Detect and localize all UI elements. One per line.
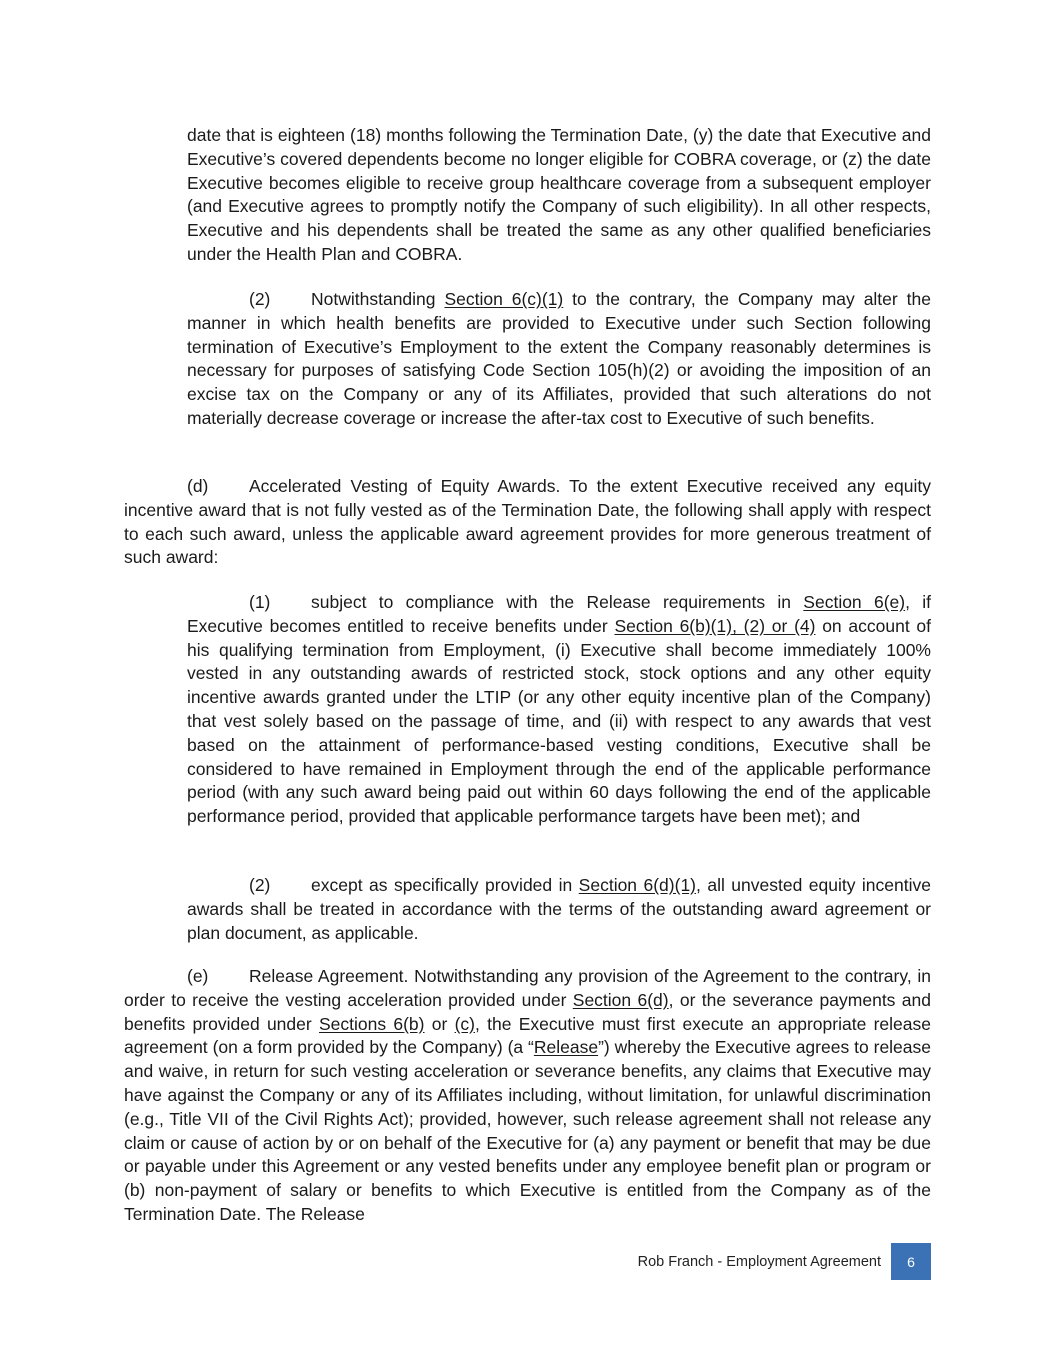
paragraph-text: Accelerated Vesting of Equity Awards. To the extent Executive received any equity incentive award that is not fully vested as of the Termination Date, the following shall apply with respect to each such award, unless the applicable award agreement provides for more generous treatment of such award: [124, 476, 931, 568]
section-reference: Section 6(b)(1), (2) or (4) [614, 615, 816, 636]
paragraph-number: (d) [187, 476, 209, 496]
paragraph-text: , or the severance payments and benefits provided under [124, 989, 931, 1034]
paragraph-cobra-continuation [187, 124, 931, 267]
paragraph-6e [124, 965, 931, 1227]
paragraph-number: (e) [187, 966, 209, 986]
paragraph-text: , if Executive becomes entitled to receive benefits under [187, 592, 931, 636]
paragraph-6d1 [187, 591, 931, 829]
paragraph-text: , all unvested equity incentive awards shall be treated in accordance with the terms of the outstanding award agreement or plan document, as applicable. [187, 875, 931, 943]
section-reference: (c) [454, 1013, 475, 1034]
paragraph-number: (2) [249, 875, 271, 895]
section-reference: Section 6(d)(1) [578, 875, 697, 895]
footer-title: Rob Franch - Employment Agreement [637, 1253, 881, 1270]
page-number-badge [891, 1243, 931, 1280]
paragraph-number: (1) [249, 592, 271, 612]
section-reference: Section 6(e) [803, 592, 906, 612]
paragraph-text: date that is eighteen (18) months following the Termination Date, (y) the date that Executive and Executive’s covered dependents become no longer eligible for COBRA coverage, or (z) the date Executive becomes eligible to receive group healthcare coverage from a subsequent employer (and Executive agrees to promptly notify the Company of such eligibility). In all other respects, Executive and his dependents shall be treated the same as any other qualified beneficiaries under the Health Plan and COBRA. [187, 125, 931, 264]
section-reference: Section 6(d) [572, 989, 669, 1010]
paragraph-text: to the contrary, the Company may alter the manner in which health benefits are provided to Executive under such Section following termination of Executive’s Employment to the extent the Company reasonably determines is necessary for purposes of satisfying Code Section 105(h)(2) or avoiding the imposition of an excise tax on the Company or any of its Affiliates, provided that such alterations do not materially decrease coverage or increase the after-tax cost to Executive of such benefits. [187, 289, 931, 428]
paragraph-text: , the Executive must first execute an appropriate release agreement (on a form provided by the Company) (a “ [124, 1013, 931, 1058]
paragraph-text: Release Agreement. Notwithstanding any provision of the Agreement to the contrary, in order to receive the vesting acceleration provided under [124, 966, 931, 1010]
page-footer [638, 1243, 931, 1280]
section-reference: Section 6(c)(1) [444, 289, 564, 309]
paragraph-6c2 [187, 288, 931, 431]
page-number: 6 [907, 1253, 915, 1270]
paragraph-text: or [424, 1013, 455, 1034]
paragraph-6d2 [187, 874, 931, 945]
paragraph-text: on account of his qualifying termination from Employment, (i) Executive shall become immediately 100% vested in any outstanding awards of restricted stock, stock options and any other equity incentive awards granted under the LTIP (or any other equity incentive plan of the Company) that vest solely based on the passage of time, and (ii) with respect to any awards that vest based on the attainment of performance-based vesting conditions, Executive shall be considered to have remained in Employment through the end of the applicable performance period (with any such award being paid out within 60 days following the end of the applicable performance period, provided that applicable performance targets have been met); and [187, 615, 932, 827]
section-reference: Sections 6(b) [318, 1013, 425, 1034]
paragraph-6d [124, 475, 931, 570]
paragraph-text: except as specifically provided in [311, 875, 579, 895]
paragraph-text: Notwithstanding [311, 289, 445, 309]
paragraph-text: ”) whereby the Executive agrees to release and waive, in return for such vesting acceleration or severance benefits, any claims that Executive may have against the Company or any of its Affiliates including, without limitation, for unlawful discrimination (e.g., Title VII of the Civil Rights Act); provided, however, such release agreement shall not release any claim or cause of action by or on behalf of the Executive for (a) any payment or benefit that may be due or payable under this Agreement or any vested benefits under any employee benefit plan or program or (b) non-payment of salary or benefits to which Executive is entitled from the Company as of the Termination Date. The Release [124, 1037, 932, 1224]
paragraph-number: (2) [249, 289, 271, 309]
defined-term-release: Release [533, 1037, 599, 1058]
paragraph-text: subject to compliance with the Release requirements in [311, 592, 804, 612]
